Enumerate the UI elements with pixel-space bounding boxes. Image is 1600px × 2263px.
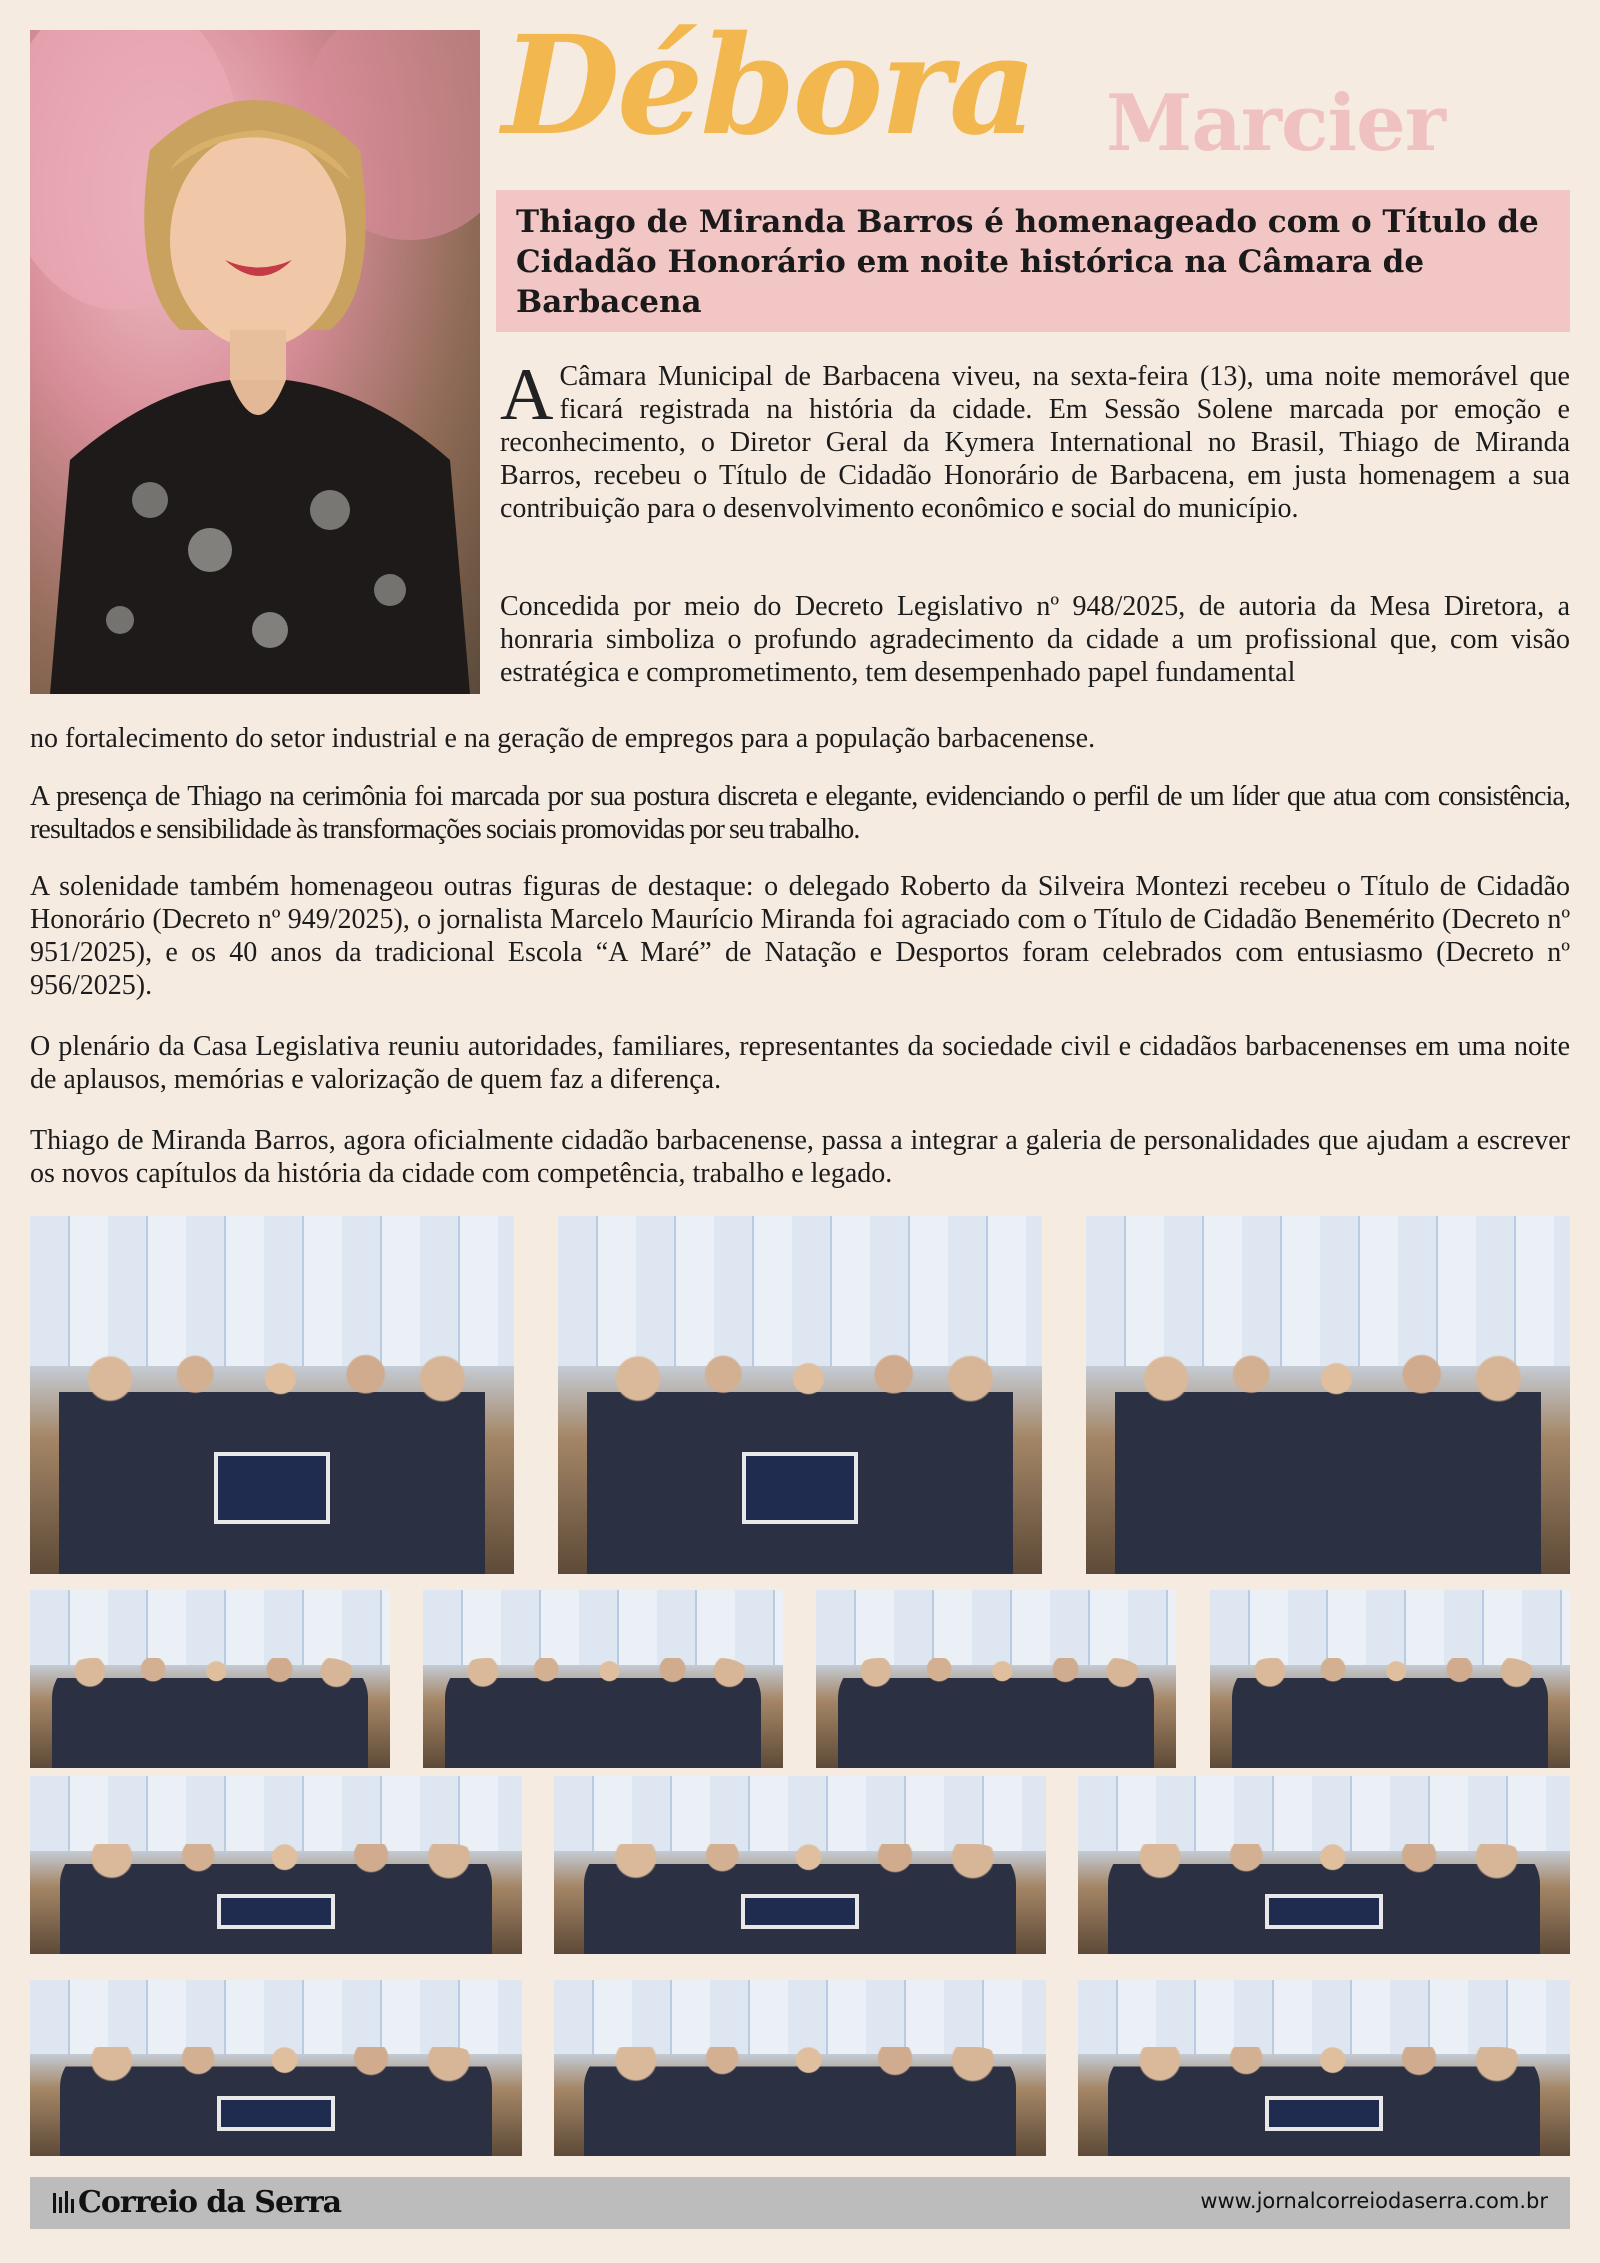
columns-icon: [52, 2189, 74, 2215]
gallery-photo-1: [30, 1216, 514, 1574]
paragraph-4: A solenidade também homenageou outras figuras de destaque: o delegado Roberto da Silveira Montezi recebeu o Título de Cidadão Honorário (Decreto nº 949/2025), o jornalista Marcelo Maurício Miranda foi agraciado com o Título de Cidadão Benemérito (Decreto nº 951/2025), e os 40 anos da tradicional Escola “A Maré” de Natação e Desportos foram celebrados com entusiasmo (Decreto nº 956/2025).: [30, 871, 1570, 1001]
footer-bar: [30, 2177, 1570, 2229]
newspaper-name: Correio da Serra: [78, 2185, 342, 2220]
gallery-photo-11: [30, 1980, 522, 2156]
gallery-photo-4: [30, 1590, 390, 1768]
paragraph-6: Thiago de Miranda Barros, agora oficialmente cidadão barbacenense, passa a integrar a galeria de personalidades que ajudam a escrever os novos capítulos da história da cidade com competência, trabalho e legado.: [30, 1125, 1570, 1189]
newspaper-logo: [52, 2185, 341, 2220]
drop-cap: A: [500, 354, 554, 436]
paragraph-1-text: Câmara Municipal de Barbacena viveu, na sexta-feira (13), uma noite memorável que ficará registrada na história da cidade. Em Sessão Solene marcada por emoção e reconhecimento, o Diretor Geral da Kymera International no Brasil, Thiago de Miranda Barros, recebeu o Título de Cidadão Honorário de Barbacena, em justa homenagem a sua contribuição para o desenvolvimento econômico e social do município.: [500, 361, 1570, 524]
gallery-photo-9: [554, 1776, 1046, 1954]
article-headline: Thiago de Miranda Barros é homenageado com o Título de Cidadão Honorário em noite histórica na Câmara de Barbacena: [516, 204, 1539, 320]
gallery-photo-10: [1078, 1776, 1570, 1954]
headline-box: [496, 190, 1570, 332]
gallery-photo-5: [423, 1590, 783, 1768]
website-url[interactable]: www.jornalcorreiodaserra.com.br: [1200, 2189, 1548, 2213]
columnist-first-name: Débora: [502, 6, 1035, 166]
gallery-photo-13: [1078, 1980, 1570, 2156]
paragraph-5: O plenário da Casa Legislativa reuniu autoridades, familiares, representantes da sociedade civil e cidadãos barbacenenses em uma noite de aplausos, memórias e valorização de quem faz a diferença.: [30, 1031, 1570, 1095]
paragraph-3: A presença de Thiago na cerimônia foi marcada por sua postura discreta e elegante, evidenciando o perfil de um líder que atua com consistência, resultados e sensibilidade às transformações sociais promovidas por seu trabalho.: [30, 781, 1570, 845]
columnist-portrait: [30, 30, 480, 694]
paragraph-1: [500, 354, 1570, 525]
gallery-photo-8: [30, 1776, 522, 1954]
portrait-image: [30, 30, 480, 694]
gallery-photo-2: [558, 1216, 1042, 1574]
gallery-photo-12: [554, 1980, 1046, 2156]
paragraph-2: Concedida por meio do Decreto Legislativo nº 948/2025, de autoria da Mesa Diretora, a honraria simboliza o profundo agradecimento da cidade a um profissional que, com visão estratégica e comprometimento, tem desempenhado papel fundamental: [500, 591, 1570, 688]
gallery-photo-3: [1086, 1216, 1570, 1574]
paragraph-2-continued: no fortalecimento do setor industrial e na geração de empregos para a população barbacenense.: [30, 723, 1096, 754]
gallery-photo-7: [1210, 1590, 1570, 1768]
columnist-last-name: Marcier: [1106, 78, 1445, 169]
gallery-photo-6: [816, 1590, 1176, 1768]
